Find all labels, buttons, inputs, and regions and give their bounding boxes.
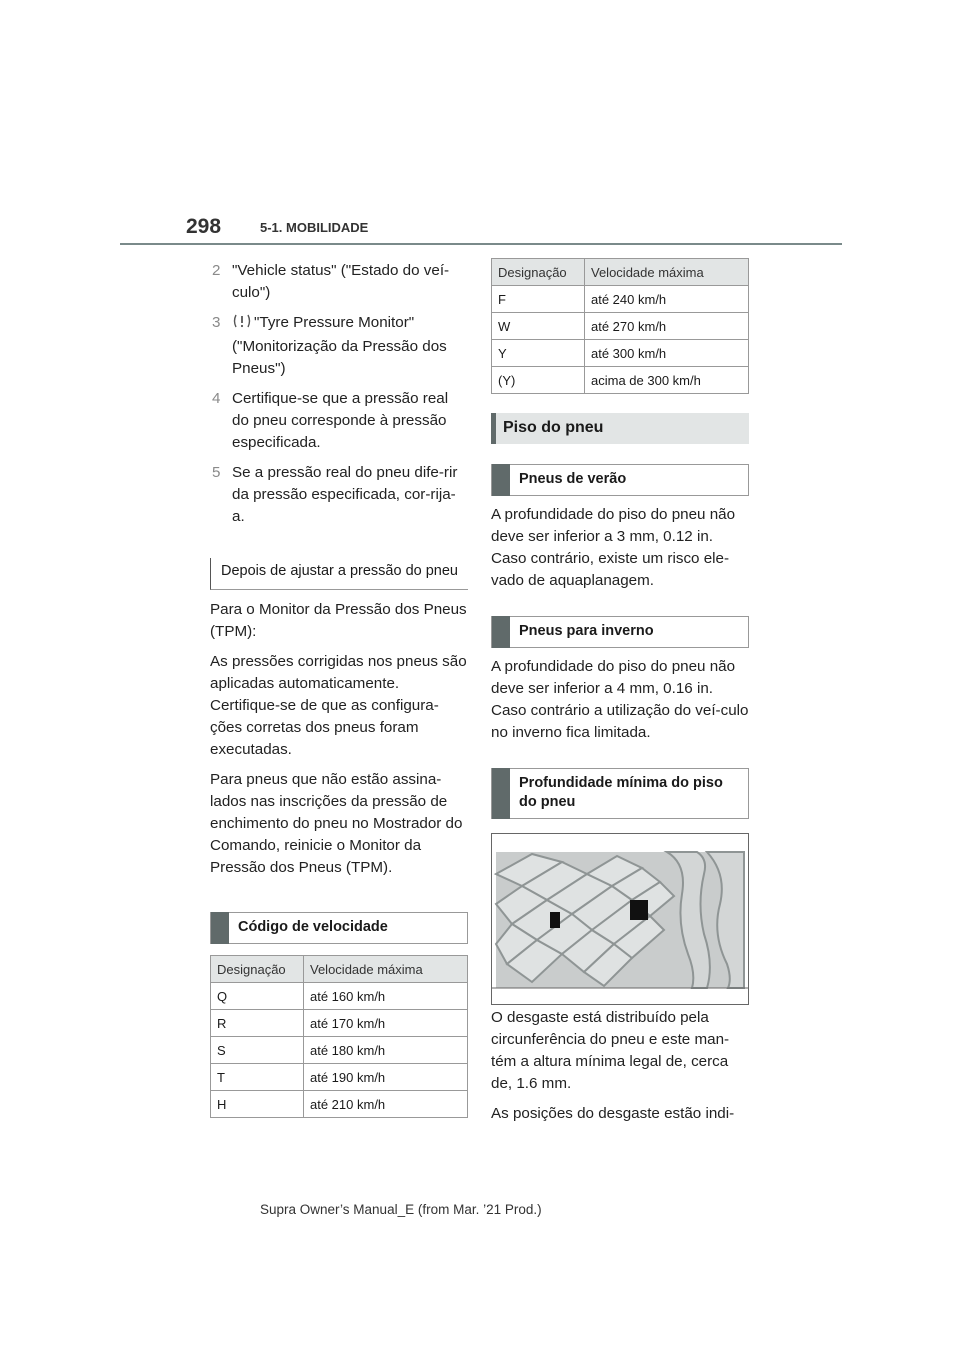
table-cell: F — [492, 286, 585, 313]
summer-tyres-heading: Pneus de verão — [491, 464, 749, 496]
paragraph: Para o Monitor da Pressão dos Pneus (TPM): — [210, 601, 467, 640]
table-row — [492, 367, 749, 394]
table-cell: Q — [211, 983, 304, 1010]
step-5 — [210, 462, 468, 528]
wear-text: O desgaste está distribuído pela circunferência do pneu e este man-tém a altura mínima legal de, cerca de, 1.6 mm. — [491, 1009, 730, 1092]
table-cell: W — [492, 313, 585, 340]
column-header: Designação — [492, 259, 585, 286]
table-row — [211, 1010, 468, 1037]
table-cell: R — [211, 1010, 304, 1037]
step-2 — [210, 260, 468, 304]
left-column — [210, 252, 468, 1118]
step-number: 3 — [212, 314, 221, 331]
right-column — [491, 258, 749, 1125]
table-row — [211, 1064, 468, 1091]
tread-heading: Piso do pneu — [491, 413, 749, 444]
step-text: "Tyre Pressure Monitor" ("Monitorização da Pressão dos Pneus") — [232, 314, 447, 377]
column-header: Velocidade máxima — [585, 259, 749, 286]
chapter-title: 5-1. MOBILIDADE — [260, 220, 369, 235]
table-cell: até 270 km/h — [585, 313, 749, 340]
page-header — [0, 0, 960, 250]
speed-table — [210, 955, 468, 1118]
table-cell: até 190 km/h — [304, 1064, 468, 1091]
table-header-row — [211, 956, 468, 983]
column-header: Designação — [211, 956, 304, 983]
table-cell: H — [211, 1091, 304, 1118]
step-number: 4 — [212, 390, 221, 407]
table-cell: T — [211, 1064, 304, 1091]
paragraph: Para pneus que não estão assina-lados nas inscrições da pressão de enchimento do pneu no Mostrador do Comando, reinicie o Monitor da Pressão dos Pneus (TPM). — [210, 771, 463, 876]
table-row — [492, 313, 749, 340]
step-number: 5 — [212, 464, 221, 481]
table-cell: Y — [492, 340, 585, 367]
winter-tyres-text: A profundidade do piso do pneu não deve ser inferior a 4 mm, 0.16 in. Caso contrário a utilização do veí-culo no inverno fica limitada. — [491, 658, 749, 741]
table-cell: até 170 km/h — [304, 1010, 468, 1037]
table-cell: até 240 km/h — [585, 286, 749, 313]
step-text: Se a pressão real do pneu dife-rir da pressão especificada, cor-rija-a. — [232, 464, 458, 525]
paragraph: As pressões corrigidas nos pneus são aplicadas automaticamente. Certifique-se de que as configura-ções corretas dos pneus foram executadas. — [210, 653, 467, 758]
table-row — [492, 286, 749, 313]
step-text: Certifique-se que a pressão real do pneu corresponde à pressão especificada. — [232, 390, 449, 451]
table-cell: até 180 km/h — [304, 1037, 468, 1064]
minimum-tread-heading: Profundidade mínima do piso do pneu — [491, 768, 749, 819]
tyre-warning-icon — [232, 313, 252, 336]
table-cell: até 210 km/h — [304, 1091, 468, 1118]
table-cell: até 300 km/h — [585, 340, 749, 367]
page-footer: Supra Owner’s Manual_E (from Mar. ’21 Prod.) — [260, 1202, 542, 1217]
winter-tyres-heading: Pneus para inverno — [491, 616, 749, 648]
step-3 — [210, 312, 468, 380]
tyre-tread-illustration — [491, 833, 749, 1005]
table-cell: (Y) — [492, 367, 585, 394]
table-cell: S — [211, 1037, 304, 1064]
table-header-row — [492, 259, 749, 286]
step-number: 2 — [212, 262, 221, 279]
page-number: 298 — [186, 215, 222, 238]
table-row — [492, 340, 749, 367]
step-text: "Vehicle status" ("Estado do veí-culo") — [232, 262, 450, 301]
speed-code-heading: Código de velocidade — [210, 912, 468, 944]
table-row — [211, 983, 468, 1010]
wear-text-continued: As posições do desgaste estão indi- — [491, 1105, 735, 1122]
table-cell: acima de 300 km/h — [585, 367, 749, 394]
table-row — [211, 1091, 468, 1118]
header-divider — [120, 243, 842, 245]
speed-table-continued — [491, 258, 749, 394]
step-4 — [210, 388, 468, 454]
table-cell: até 160 km/h — [304, 983, 468, 1010]
column-header: Velocidade máxima — [304, 956, 468, 983]
table-row — [211, 1037, 468, 1064]
note-box: Depois de ajustar a pressão do pneu — [210, 558, 468, 590]
summer-tyres-text: A profundidade do piso do pneu não deve ser inferior a 3 mm, 0.12 in. Caso contrário, existe um risco ele-vado de aquaplanagem. — [491, 506, 736, 589]
